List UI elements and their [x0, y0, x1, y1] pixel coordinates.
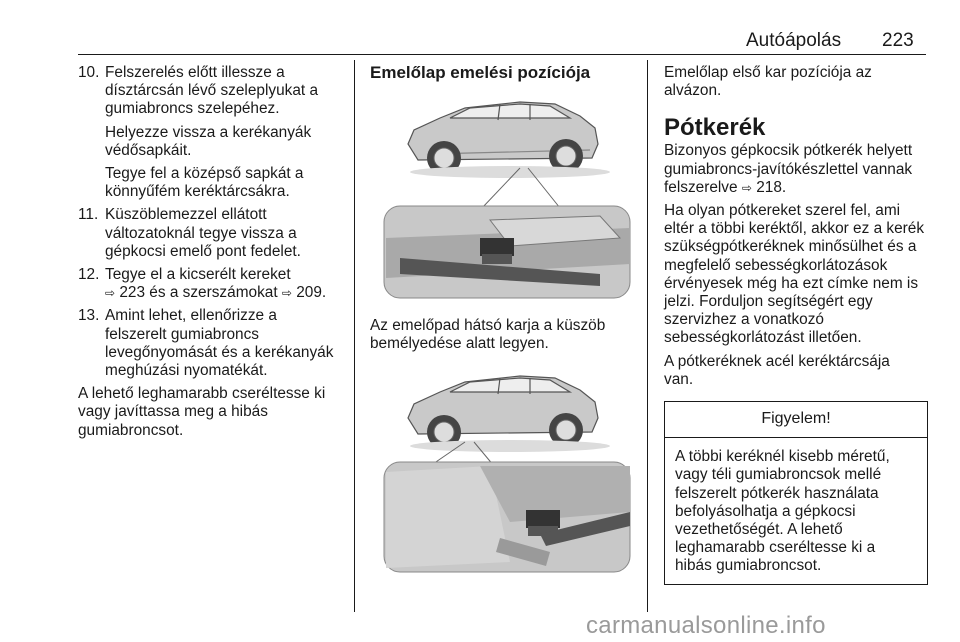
step-10-sub-1	[78, 124, 350, 160]
warning-line: hibás gumiabroncsot.	[675, 557, 822, 575]
text-line: érvényesek még ha ezt címke nem is	[664, 274, 919, 292]
column-3	[664, 64, 928, 585]
text-line: A lehető leghamarabb cseréltesse ki	[78, 385, 326, 403]
watermark: carmanualsonline.info	[586, 612, 826, 639]
step-text-line: változatoknál tegye vissza a	[105, 224, 297, 242]
warning-title: Figyelem!	[665, 402, 927, 438]
text-line: megfelelő sebességkorlátozások	[664, 256, 888, 274]
warning-line: vagy téli gumiabroncsok mellé	[675, 466, 882, 484]
text-line: alvázon.	[664, 82, 722, 100]
step-number: 12.	[78, 266, 100, 284]
text-line: Emelőlap első kar pozíciója az	[664, 64, 872, 81]
step-text-line: Felszerelés előtt illessze a	[105, 64, 285, 81]
step-text-line: gépkocsi emelő pont fedelet.	[105, 242, 301, 260]
text-line: vagy javíttassa meg a hibás	[78, 403, 268, 421]
text-line: gumiabroncsot.	[78, 421, 184, 439]
section-title: Emelőlap emelési pozíciója	[370, 63, 591, 82]
step-text-line: Helyezze vissza a kerékanyák	[105, 123, 312, 141]
text-line: Ha olyan pótkereket szerel fel, ami	[664, 202, 901, 220]
step-text-line: Küszöblemezzel ellátott	[105, 206, 267, 224]
text-line: eltér a többi keréktől, akkor ez a kerék	[664, 220, 925, 238]
chapter-title: Autóápolás	[746, 30, 842, 51]
paragraph-1	[664, 142, 928, 197]
step-number: 13.	[78, 307, 100, 325]
step-10	[78, 64, 350, 119]
step-text-line: meghúzási nyomatékát.	[105, 362, 268, 380]
warning-box	[664, 401, 928, 585]
step-text-line: Tegye fel a középső sapkát a	[105, 165, 304, 183]
paragraph-3	[664, 353, 928, 389]
text-line: van.	[664, 370, 694, 388]
step-text-line: gumiabroncs szelepéhez.	[105, 100, 280, 118]
page-ref-link[interactable]: 223 és a szerszámokat	[119, 284, 278, 302]
text-line: jelzi. Forduljon segítségért egy	[664, 293, 873, 311]
warning-body	[665, 438, 927, 583]
column-divider-left	[354, 60, 355, 612]
figure-caption	[370, 317, 632, 353]
warning-line: A többi keréknél kisebb méretű,	[675, 448, 890, 466]
step-10-sub-2	[78, 165, 350, 201]
column-divider-right	[647, 60, 648, 612]
step-number: 10.	[78, 64, 100, 81]
column-1	[78, 64, 350, 440]
page-ref-arrow-icon: ⇨	[741, 180, 752, 195]
figure-rear-lift-point	[370, 88, 632, 303]
warning-line: felszerelt pótkerék használata	[675, 484, 879, 502]
step-text-line: felszerelt gumiabroncs	[105, 325, 259, 343]
step-number: 11.	[78, 206, 99, 224]
section-heading-spare-wheel: Pótkerék	[664, 114, 766, 142]
text-line: szükségpótkeréknek minősülhet és a	[664, 238, 917, 256]
paragraph-2	[664, 202, 928, 348]
page-ref-link[interactable]: 218.	[756, 178, 787, 196]
step-11	[78, 206, 350, 261]
header-rule	[78, 54, 926, 55]
column-2	[370, 64, 632, 577]
warning-line: leghamarabb cseréltesse ki a	[675, 539, 876, 557]
page-number: 223	[882, 30, 914, 51]
closing-paragraph	[78, 385, 350, 440]
step-text-line: dísztárcsán lévő szeleplyukat a	[105, 82, 319, 100]
caption-line: bemélyedése alatt legyen.	[370, 335, 549, 353]
page-ref-arrow-icon: ⇨	[281, 286, 292, 301]
text-line: sebességkorlátozást illetően.	[664, 329, 862, 347]
page-ref-arrow-icon: ⇨	[105, 286, 116, 301]
step-text-line: védősapkáit.	[105, 141, 192, 159]
intro-paragraph	[664, 64, 928, 100]
text-line: szervizhez a vonatkozó	[664, 311, 824, 329]
step-text-line: könnyűfém keréktárcsákra.	[105, 183, 290, 201]
text-line: felszerelve	[664, 178, 738, 196]
warning-line: befolyásolhatja a gépkocsi	[675, 502, 856, 520]
inset-detail-2	[384, 462, 630, 572]
page-ref-link[interactable]: 209.	[296, 284, 327, 302]
caption-line: Az emelőpad hátsó karja a küszöb	[370, 317, 606, 335]
step-13	[78, 307, 350, 380]
text-line: Bizonyos gépkocsik pótkerék helyett	[664, 142, 913, 160]
figure-front-lift-point	[370, 362, 632, 577]
step-text-line: Amint lehet, ellenőrizze a	[105, 307, 277, 325]
step-12	[78, 266, 350, 302]
inset-detail-1	[384, 206, 630, 298]
text-line: gumiabroncs-javítókészlettel vannak	[664, 160, 913, 178]
step-text-line: Tegye el a kicserélt kereket	[105, 266, 291, 284]
step-text-line: levegőnyomását és a kerékanyák	[105, 343, 334, 361]
text-line: A pótkeréknek acél keréktárcsája	[664, 352, 890, 370]
warning-line: vezethetőségét. A lehető	[675, 521, 843, 539]
